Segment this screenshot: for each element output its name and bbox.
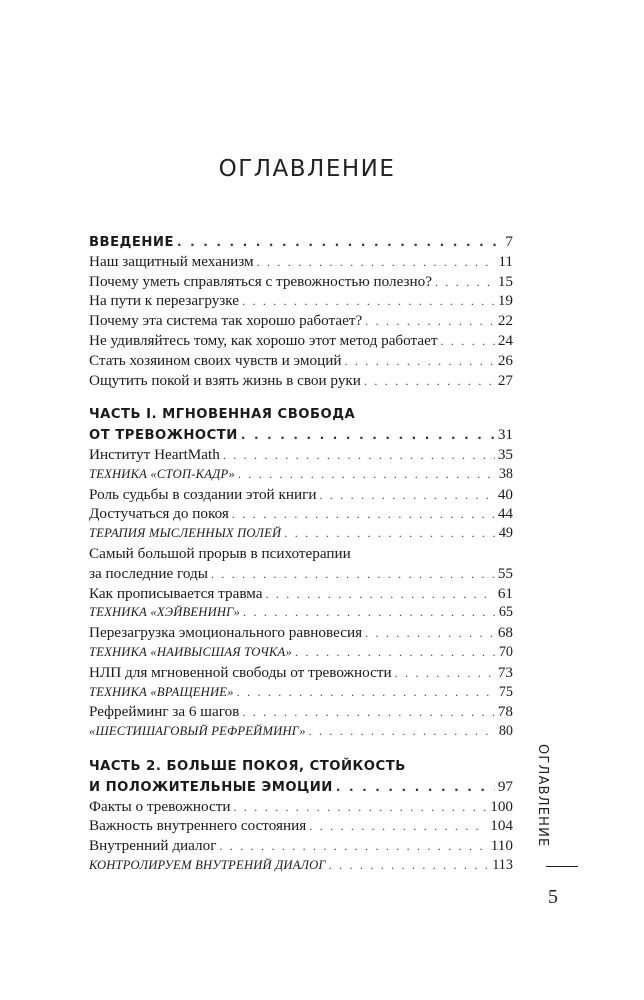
dot-leader <box>284 524 495 544</box>
toc-page-number: 22 <box>497 312 513 330</box>
toc-page-number: 38 <box>498 465 513 482</box>
dot-leader <box>395 664 495 684</box>
dot-leader <box>364 372 495 392</box>
toc-page-number: 31 <box>497 426 513 444</box>
dot-leader <box>223 446 495 466</box>
dot-leader <box>435 273 495 293</box>
toc-page-number: 70 <box>498 643 513 660</box>
dot-leader <box>295 643 496 663</box>
toc-page-number: 113 <box>492 856 513 873</box>
toc-entry[interactable] <box>89 702 513 722</box>
table-of-contents <box>89 232 513 876</box>
toc-page-number: 78 <box>497 703 513 721</box>
toc-entry[interactable] <box>89 311 513 331</box>
toc-entry-title: Рефрейминг за 6 шагов <box>89 703 240 721</box>
toc-page-number: 55 <box>497 564 513 582</box>
dot-leader <box>336 778 495 798</box>
toc-entry[interactable] <box>89 331 513 351</box>
toc-entry-title: ТЕРАПИЯ МЫСЛЕННЫХ ПОЛЕЙ <box>89 526 282 541</box>
toc-technique-entry[interactable] <box>89 856 513 876</box>
dot-leader <box>243 603 496 623</box>
toc-entry-title: Важность внутреннего состояния <box>89 817 307 835</box>
running-section-label: ОГЛАВЛЕНИЕ <box>535 744 550 848</box>
toc-entry[interactable] <box>89 836 513 856</box>
toc-page-number: 19 <box>497 292 513 310</box>
toc-entry-title-line1[interactable]: Самый большой прорыв в психотерапии <box>89 544 351 562</box>
toc-entry-title: Почему уметь справляться с тревожностью полезно? <box>89 272 432 290</box>
toc-entry-title: Почему эта система так хорошо работает? <box>89 312 363 330</box>
toc-entry-title: Не удивляйтесь тому, как хорошо этот метод работает <box>89 331 438 349</box>
dot-leader <box>319 486 494 506</box>
toc-entry-title: за последние годы <box>89 564 208 582</box>
toc-entry[interactable] <box>89 663 513 683</box>
toc-page-number: 15 <box>497 272 513 290</box>
toc-entry-title: Перезагрузка эмоционального равновесия <box>89 624 363 642</box>
toc-entry-title: Институт HeartMath <box>89 445 220 463</box>
toc-technique-entry[interactable] <box>89 524 513 544</box>
toc-entry[interactable] <box>89 797 513 817</box>
dot-leader <box>237 683 496 703</box>
dot-leader <box>242 703 494 723</box>
dot-leader <box>232 505 495 525</box>
toc-technique-entry[interactable] <box>89 722 513 742</box>
dot-leader <box>238 465 496 485</box>
toc-technique-entry[interactable] <box>89 603 513 623</box>
toc-entry-title: «ШЕСТИШАГОВЫЙ РЕФРЕЙМИНГ» <box>89 724 306 739</box>
toc-page-number: 73 <box>497 663 513 681</box>
dot-leader <box>242 292 495 312</box>
toc-heading-part1[interactable] <box>89 425 513 445</box>
dot-leader <box>365 312 495 332</box>
toc-entry[interactable] <box>89 504 513 524</box>
toc-entry-title: Внутренний диалог <box>89 837 217 855</box>
toc-page-number: 7 <box>505 233 513 250</box>
dot-leader <box>345 352 495 372</box>
toc-entry[interactable] <box>89 272 513 292</box>
toc-page-number: 40 <box>497 485 513 503</box>
toc-entry-title: Ощутить покой и взять жизнь в свои руки <box>89 371 361 389</box>
toc-page-number: 100 <box>490 797 513 815</box>
toc-entry-title: ТЕХНИКА «СТОП-КАДР» <box>89 466 235 481</box>
toc-entry-title: ТЕХНИКА «ВРАЩЕНИЕ» <box>89 684 234 699</box>
toc-entry[interactable] <box>89 564 513 584</box>
dot-leader <box>365 624 495 644</box>
page-number: 5 <box>548 886 558 908</box>
toc-technique-entry[interactable] <box>89 465 513 485</box>
dot-leader <box>441 332 495 352</box>
toc-heading-title-line1[interactable]: ЧАСТЬ 2. БОЛЬШЕ ПОКОЯ, СТОЙКОСТЬ <box>89 758 406 774</box>
toc-entry[interactable] <box>89 485 513 505</box>
toc-entry[interactable] <box>89 816 513 836</box>
dot-leader <box>177 233 502 253</box>
toc-heading-title-line2: ОТ ТРЕВОЖНОСТИ <box>89 428 238 444</box>
toc-entry-title: ТЕХНИКА «ХЭЙВЕНИНГ» <box>89 605 241 620</box>
toc-heading-intro[interactable] <box>89 232 513 252</box>
divider <box>546 866 578 867</box>
toc-page-number: 110 <box>490 837 513 855</box>
toc-page-number: 35 <box>497 445 513 463</box>
toc-entry[interactable] <box>89 351 513 371</box>
dot-leader <box>329 856 490 876</box>
toc-entry[interactable] <box>89 623 513 643</box>
toc-page-number: 65 <box>498 604 513 621</box>
toc-entry-title: КОНТРОЛИРУЕМ ВНУТРЕНИЙ ДИАЛОГ <box>89 857 326 872</box>
dot-leader <box>211 565 495 585</box>
toc-heading-title: ВВЕДЕНИЕ <box>89 235 174 250</box>
toc-page-number: 24 <box>497 331 513 349</box>
dot-leader <box>265 585 494 605</box>
toc-heading-title-line1[interactable]: ЧАСТЬ I. МГНОВЕННАЯ СВОБОДА <box>89 407 356 423</box>
toc-technique-entry[interactable] <box>89 683 513 703</box>
toc-entry-title: НЛП для мгновенной свободы от тревожности <box>89 663 392 681</box>
toc-heading-part2[interactable] <box>89 777 513 797</box>
toc-section-part2 <box>89 757 513 876</box>
toc-section-part1 <box>89 405 513 742</box>
toc-entry-title: Стать хозяином своих чувств и эмоций <box>89 351 342 369</box>
dot-leader <box>219 837 487 857</box>
toc-page-number: 75 <box>498 683 513 700</box>
dot-leader <box>309 817 487 837</box>
toc-page-number: 27 <box>497 371 513 389</box>
toc-page-number: 97 <box>497 777 513 795</box>
toc-page-number: 49 <box>498 525 513 542</box>
toc-entry-title: Роль судьбы в создании этой книги <box>89 485 317 503</box>
toc-page-number: 44 <box>497 505 513 523</box>
toc-entry-title: ТЕХНИКА «НАИВЫСШАЯ ТОЧКА» <box>89 644 292 659</box>
dot-leader <box>257 253 496 273</box>
toc-entry-title: Наш защитный механизм <box>89 252 254 270</box>
toc-entry-title: Как прописывается травма <box>89 584 263 602</box>
toc-page-number: 61 <box>497 584 513 602</box>
dot-leader <box>234 798 488 818</box>
toc-page-number: 68 <box>497 624 513 642</box>
dot-leader <box>309 722 496 742</box>
toc-page-number: 104 <box>490 817 513 835</box>
toc-entry-title: Достучаться до покоя <box>89 505 229 523</box>
toc-entry-title: На пути к перезагрузке <box>89 292 240 310</box>
toc-entry-title: Факты о тревожности <box>89 797 231 815</box>
toc-page-number: 26 <box>497 351 513 369</box>
toc-entry[interactable] <box>89 291 513 311</box>
toc-page-number: 11 <box>498 252 513 270</box>
toc-page-number: 80 <box>498 723 513 740</box>
toc-heading-title-line2: И ПОЛОЖИТЕЛЬНЫЕ ЭМОЦИИ <box>89 779 333 795</box>
toc-entry[interactable] <box>89 371 513 391</box>
toc-entry[interactable] <box>89 584 513 604</box>
toc-entry[interactable] <box>89 252 513 272</box>
toc-technique-entry[interactable] <box>89 643 513 663</box>
toc-entry[interactable] <box>89 445 513 465</box>
page-title: ОГЛАВЛЕНИЕ <box>218 156 396 182</box>
dot-leader <box>241 426 495 446</box>
